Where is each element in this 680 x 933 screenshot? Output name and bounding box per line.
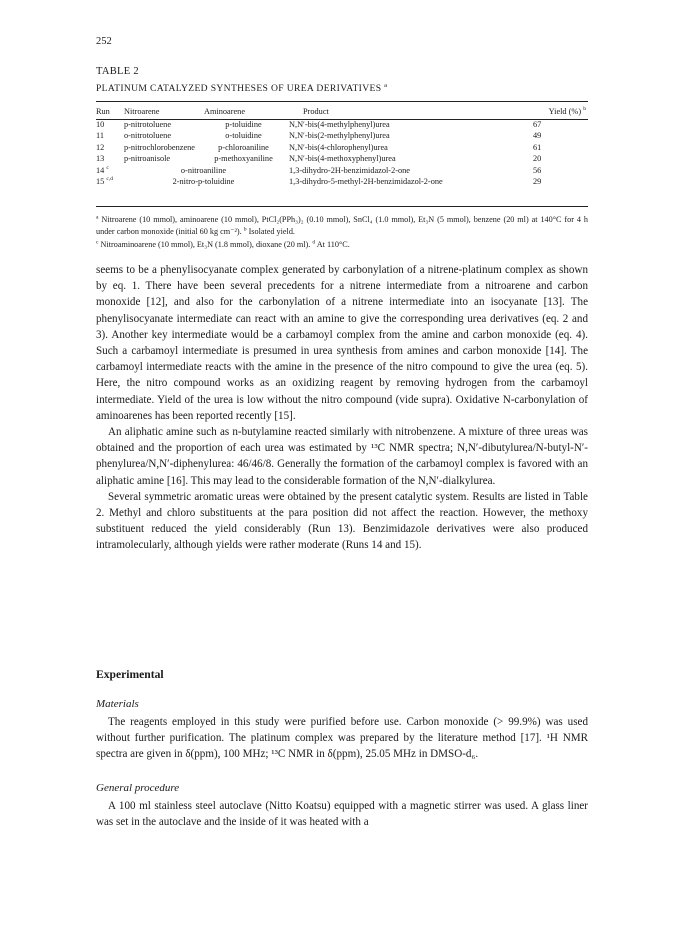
cell-yield: 61 bbox=[533, 142, 542, 152]
footnote-c-mark: c bbox=[96, 238, 99, 245]
cell-yield: 20 bbox=[533, 154, 542, 164]
header-run: Run bbox=[96, 107, 110, 116]
footnote-a-b bbox=[96, 214, 588, 239]
table-title bbox=[96, 83, 387, 94]
cell-run bbox=[96, 142, 124, 153]
table-row bbox=[96, 119, 588, 130]
table-row bbox=[96, 176, 588, 187]
run-number: 15 bbox=[96, 177, 105, 187]
page-number: 252 bbox=[96, 36, 112, 47]
header-aminoarene: Aminoarene bbox=[204, 107, 246, 116]
table-row bbox=[96, 130, 588, 141]
cell-product: N,N′-bis(4-chlorophenyl)urea bbox=[289, 142, 388, 152]
materials-heading: Materials bbox=[96, 698, 139, 710]
table-row bbox=[96, 165, 588, 176]
table-row bbox=[96, 142, 588, 153]
paragraph-3: Several symmetric aromatic ureas were obtained by the present catalytic system. Results are listed in Table 2. Methyl and chloro substituents at the para position did not affect the reaction. However, the methoxy substituent reduced the yield considerably (Run 13). Benzimidazole derivatives were also produced intramolecularly, although yields were rather moderate (Runs 14 and 15). bbox=[96, 490, 588, 552]
table-title-note: a bbox=[384, 81, 388, 89]
run-number: 14 bbox=[96, 165, 105, 175]
cell-aminoarene: p-toluidine bbox=[225, 120, 262, 129]
table-title-text: PLATINUM CATALYZED SYNTHESES OF UREA DERIVATIVES bbox=[96, 83, 382, 94]
materials-section bbox=[96, 714, 588, 763]
footnote-d: At 110°C. bbox=[316, 239, 350, 249]
urea-table bbox=[96, 106, 588, 187]
run-number: 12 bbox=[96, 142, 105, 152]
header-nitroarene: Nitroarene bbox=[124, 107, 160, 116]
table-label: TABLE 2 bbox=[96, 66, 139, 77]
cell-yield: 67 bbox=[533, 120, 542, 129]
cell-nitroaminoarene: 2-nitro-p-toluidine bbox=[172, 177, 235, 187]
table-top-rule bbox=[96, 101, 588, 102]
cell-product: N,N′-bis(2-methylphenyl)urea bbox=[289, 131, 390, 141]
materials-text: The reagents employed in this study were purified before use. Carbon monoxide (> 99.9%) was used without further purification. The platinum complex was prepared by the literature method [17]. ¹H NMR spectra are given in δ(ppm), 100 MHz; ¹³C NMR in δ(ppm), 25.05 MHz in DMSO-d₆. bbox=[96, 716, 588, 761]
run-number: 10 bbox=[96, 120, 105, 129]
procedure-section bbox=[96, 798, 588, 830]
paragraph-1: seems to be a phenylisocyanate complex generated by carbonylation of a nitrene-platinum complex as shown by eq. 1. There have been several precedents for a nitrene intermediate from a nitroarene and carbon monoxide [12], and also for the carbonylation of a nitrene intermediate into an isocyanate [13]. The phenylisocyanate intermediate can react with an amine to give the corresponding urea derivatives (eq. 2 and 3). Another key intermediate would be a carbamoyl complex from the amine and carbon monoxide (eq. 4). Such a carbamoyl intermediate is presumed in urea synthesis from amines and carbon monoxide [14]. The carbamoyl intermediate reacts with the amine in the presence of the nitro compound to give the urea (eq. 5). Here, the nitro compound works as an oxidizing reagent by removing hydrogen from the carbamoyl intermediate. Yield of the urea is low without the nitro compound (vide supra). Oxidative N-carbonylation of aminoarenes has been reported recently [15]. bbox=[96, 264, 588, 422]
cell-yield: 49 bbox=[533, 131, 542, 141]
cell-run bbox=[96, 130, 124, 141]
cell-aminoarene: p-methoxyaniline bbox=[214, 154, 273, 164]
cell-nitroarene: p-nitrotoluene bbox=[124, 120, 172, 129]
discussion-text bbox=[96, 262, 588, 554]
footnote-b-mark: b bbox=[243, 226, 247, 233]
procedure-text: A 100 ml stainless steel autoclave (Nitto Koatsu) equipped with a magnetic stirrer was used. A glass liner was set in the autoclave and the inside of it was heated with a bbox=[96, 800, 588, 829]
run-note: c,d bbox=[106, 176, 114, 183]
footnote-c-d bbox=[96, 239, 588, 251]
header-product: Product bbox=[303, 107, 329, 116]
cell-run bbox=[96, 165, 124, 176]
cell-yield: 56 bbox=[533, 165, 542, 175]
cell-product: N,N′-bis(4-methylphenyl)urea bbox=[289, 120, 390, 129]
table-bottom-rule bbox=[96, 206, 588, 207]
header-yield bbox=[533, 106, 588, 119]
cell-product: 1,3-dihydro-5-methyl-2H-benzimidazol-2-one bbox=[289, 177, 443, 187]
cell-aminoarene: o-toluidine bbox=[225, 131, 262, 141]
cell-run bbox=[96, 153, 124, 164]
run-number: 11 bbox=[96, 131, 104, 141]
run-note: c bbox=[106, 164, 109, 171]
header-yield-note: b bbox=[583, 106, 586, 113]
footnote-a: Nitroarene (10 mmol), aminoarene (10 mmol), PtCl₂(PPh₃)₂ (0.10 mmol), SnCl₄ (1.0 mmol), Et₃N (5 mmol), benzene (20 ml) at 140°C for 4 h under carbon monoxide (initial 60 kg cm⁻²). bbox=[96, 215, 588, 237]
table-footnotes bbox=[96, 214, 588, 251]
footnote-a-mark: a bbox=[96, 214, 99, 221]
cell-product: 1,3-dihydro-2H-benzimidazol-2-one bbox=[289, 165, 410, 175]
cell-aminoarene: p-chloroaniline bbox=[218, 142, 269, 152]
cell-nitroarene: o-nitrotoluene bbox=[124, 131, 172, 141]
footnote-b: Isolated yield. bbox=[248, 227, 295, 237]
cell-nitroaminoarene: o-nitroaniline bbox=[180, 165, 227, 175]
procedure-heading: General procedure bbox=[96, 782, 180, 794]
footnote-c: Nitroaminoarene (10 mmol), Et₃N (1.8 mmol), dioxane (20 ml). bbox=[100, 239, 311, 249]
cell-product: N,N′-bis(4-methoxyphenyl)urea bbox=[289, 154, 396, 164]
experimental-heading: Experimental bbox=[96, 668, 164, 681]
cell-run bbox=[96, 119, 124, 130]
cell-yield: 29 bbox=[533, 177, 542, 187]
table-header-row bbox=[96, 106, 588, 119]
footnote-d-mark: d bbox=[312, 238, 316, 245]
table-row bbox=[96, 153, 588, 164]
cell-run bbox=[96, 176, 124, 187]
cell-nitroarene: p-nitrochlorobenzene bbox=[124, 142, 195, 152]
run-number: 13 bbox=[96, 154, 105, 164]
cell-nitroarene: p-nitroanisole bbox=[124, 154, 171, 164]
paragraph-2: An aliphatic amine such as n-butylamine reacted similarly with nitrobenzene. A mixture of three ureas was obtained and the proportion of each urea was estimated by ¹³C NMR spectra; N,N′-dibutylurea/N-butyl-N′-phenylurea/N,N′-diphenylurea: 46/46/8. Generally the formation of the carbamoyl complex is favored with an aliphatic amine [16]. This may lead to the considerable formation of the N,N′-dialkylurea. bbox=[96, 426, 588, 487]
header-yield-text: Yield (%) bbox=[548, 107, 582, 116]
